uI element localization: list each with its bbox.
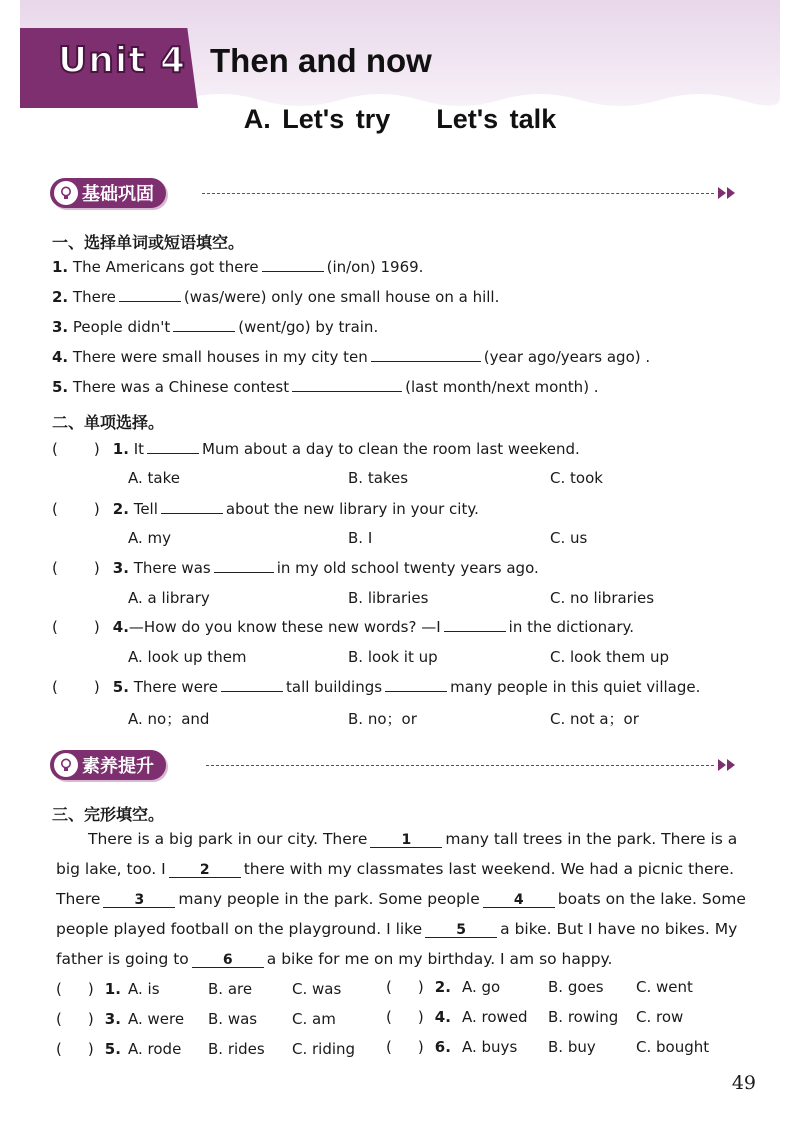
cloze-blank[interactable]: 6 [192,954,264,968]
section-label: 基础巩固 [82,184,154,205]
cloze-choice: ( ) 6. [386,1038,451,1056]
answer-paren[interactable]: ( ) [386,1038,424,1056]
part1-item: 1. The Americans got there (in/on) 1969. [52,258,424,276]
cloze-blank[interactable]: 2 [169,864,241,878]
unit-label: Unit 4 [58,40,186,81]
option-c[interactable]: C. bought [636,1038,710,1056]
part2-question: ( ) 3. There was in my old school twenty years ago. [52,559,539,577]
option-a[interactable]: A. rowed [462,1008,528,1026]
part1-item: 2. There (was/were) only one small house on a hill. [52,288,500,306]
option-c[interactable]: C. us [550,529,588,547]
option-a[interactable]: A. were [128,1010,185,1028]
cloze-choice: ( ) 3. [56,1010,121,1028]
option-a[interactable]: A. a library [128,589,210,607]
answer-paren[interactable]: ( ) [56,1010,94,1028]
answer-blank[interactable] [214,559,274,573]
cloze-choice: ( ) 4. [386,1008,451,1026]
cloze-blank[interactable]: 4 [483,894,555,908]
section-label: 素养提升 [82,756,154,777]
option-c[interactable]: C. not a；or [550,710,639,728]
answer-paren[interactable]: ( ) [56,1040,94,1058]
answer-paren[interactable]: ( ) [52,678,100,696]
option-b[interactable]: B. no；or [348,710,417,728]
part2-question: ( ) 2. Tell about the new library in your city. [52,500,479,518]
part2-question: ( ) 4.—How do you know these new words? —I in the dictionary. [52,618,635,636]
answer-blank[interactable] [262,258,324,272]
option-a[interactable]: A. go [462,978,501,996]
option-b[interactable]: B. I [348,529,373,547]
option-c[interactable]: C. no libraries [550,589,655,607]
section-banner-basic [50,176,166,210]
section-banner-advanced [50,748,166,782]
cloze-blank[interactable]: 1 [370,834,442,848]
part2-question: ( ) 5. There were tall buildings many people in this quiet village. [52,678,701,696]
cloze-blank[interactable]: 5 [425,924,497,938]
page-number: 49 [731,1072,756,1094]
answer-paren[interactable]: ( ) [52,500,100,518]
option-b[interactable]: B. buy [548,1038,596,1056]
option-a[interactable]: A. my [128,529,172,547]
lightbulb-icon [54,181,78,205]
option-a[interactable]: A. rode [128,1040,182,1058]
option-a[interactable]: A. look up them [128,648,247,666]
section-pill [50,750,166,780]
answer-blank[interactable] [292,378,402,392]
answer-blank[interactable] [385,678,447,692]
part1-item: 5. There was a Chinese contest (last month/next month) . [52,378,599,396]
option-b[interactable]: B. rides [208,1040,265,1058]
answer-paren[interactable]: ( ) [52,440,100,458]
answer-blank[interactable] [444,618,506,632]
unit-title: Then and now [210,42,432,79]
part1-item: 4. There were small houses in my city ten (year ago/years ago) . [52,348,651,366]
lightbulb-icon [54,753,78,777]
cloze-line: There 3 many people in the park. Some people 4 boats on the lake. Some [56,890,746,908]
option-b[interactable]: B. look it up [348,648,438,666]
option-c[interactable]: C. am [292,1010,336,1028]
cloze-blank[interactable]: 3 [103,894,175,908]
option-c[interactable]: C. took [550,469,603,487]
option-b[interactable]: B. goes [548,978,604,996]
cloze-choice: ( ) 1. [56,980,121,998]
answer-blank[interactable] [221,678,283,692]
double-arrow-icon [716,758,738,772]
answer-blank[interactable] [119,288,181,302]
answer-paren[interactable]: ( ) [52,618,100,636]
option-b[interactable]: B. are [208,980,253,998]
part2-heading: 二、单项选择。 [52,413,165,432]
section-divider [206,765,714,766]
answer-blank[interactable] [161,500,223,514]
option-c[interactable]: C. riding [292,1040,356,1058]
part1-item: 3. People didn't (went/go) by train. [52,318,379,336]
answer-paren[interactable]: ( ) [386,978,424,996]
cloze-line: people played football on the playground. I like 5 a bike. But I have no bikes. My [56,920,738,938]
option-c[interactable]: C. row [636,1008,684,1026]
option-b[interactable]: B. libraries [348,589,429,607]
part2-question: ( ) 1. It Mum about a day to clean the room last weekend. [52,440,580,458]
section-divider [202,193,714,194]
option-a[interactable]: A. take [128,469,180,487]
option-c[interactable]: C. was [292,980,342,998]
answer-paren[interactable]: ( ) [386,1008,424,1026]
answer-paren[interactable]: ( ) [56,980,94,998]
option-c[interactable]: C. went [636,978,693,996]
cloze-choice: ( ) 5. [56,1040,121,1058]
cloze-line: father is going to 6 a bike for me on my birthday. I am so happy. [56,950,613,968]
lesson-title: A. Let's try Let's talk [243,104,557,134]
option-a[interactable]: A. no；and [128,710,210,728]
part1-heading: 一、选择单词或短语填空。 [52,233,245,252]
answer-blank[interactable] [371,348,481,362]
option-a[interactable]: A. buys [462,1038,518,1056]
option-c[interactable]: C. look them up [550,648,670,666]
cloze-line: big lake, too. I 2 there with my classmates last weekend. We had a picnic there. [56,860,735,878]
section-pill [50,178,166,208]
option-a[interactable]: A. is [128,980,160,998]
cloze-line: There is a big park in our city. There 1 many tall trees in the park. There is a [88,830,738,848]
answer-paren[interactable]: ( ) [52,559,100,577]
option-b[interactable]: B. was [208,1010,258,1028]
part3-heading: 三、完形填空。 [52,805,165,824]
option-b[interactable]: B. rowing [548,1008,619,1026]
answer-blank[interactable] [173,318,235,332]
double-arrow-icon [716,186,738,200]
option-b[interactable]: B. takes [348,469,409,487]
cloze-choice: ( ) 2. [386,978,451,996]
answer-blank[interactable] [147,440,199,454]
